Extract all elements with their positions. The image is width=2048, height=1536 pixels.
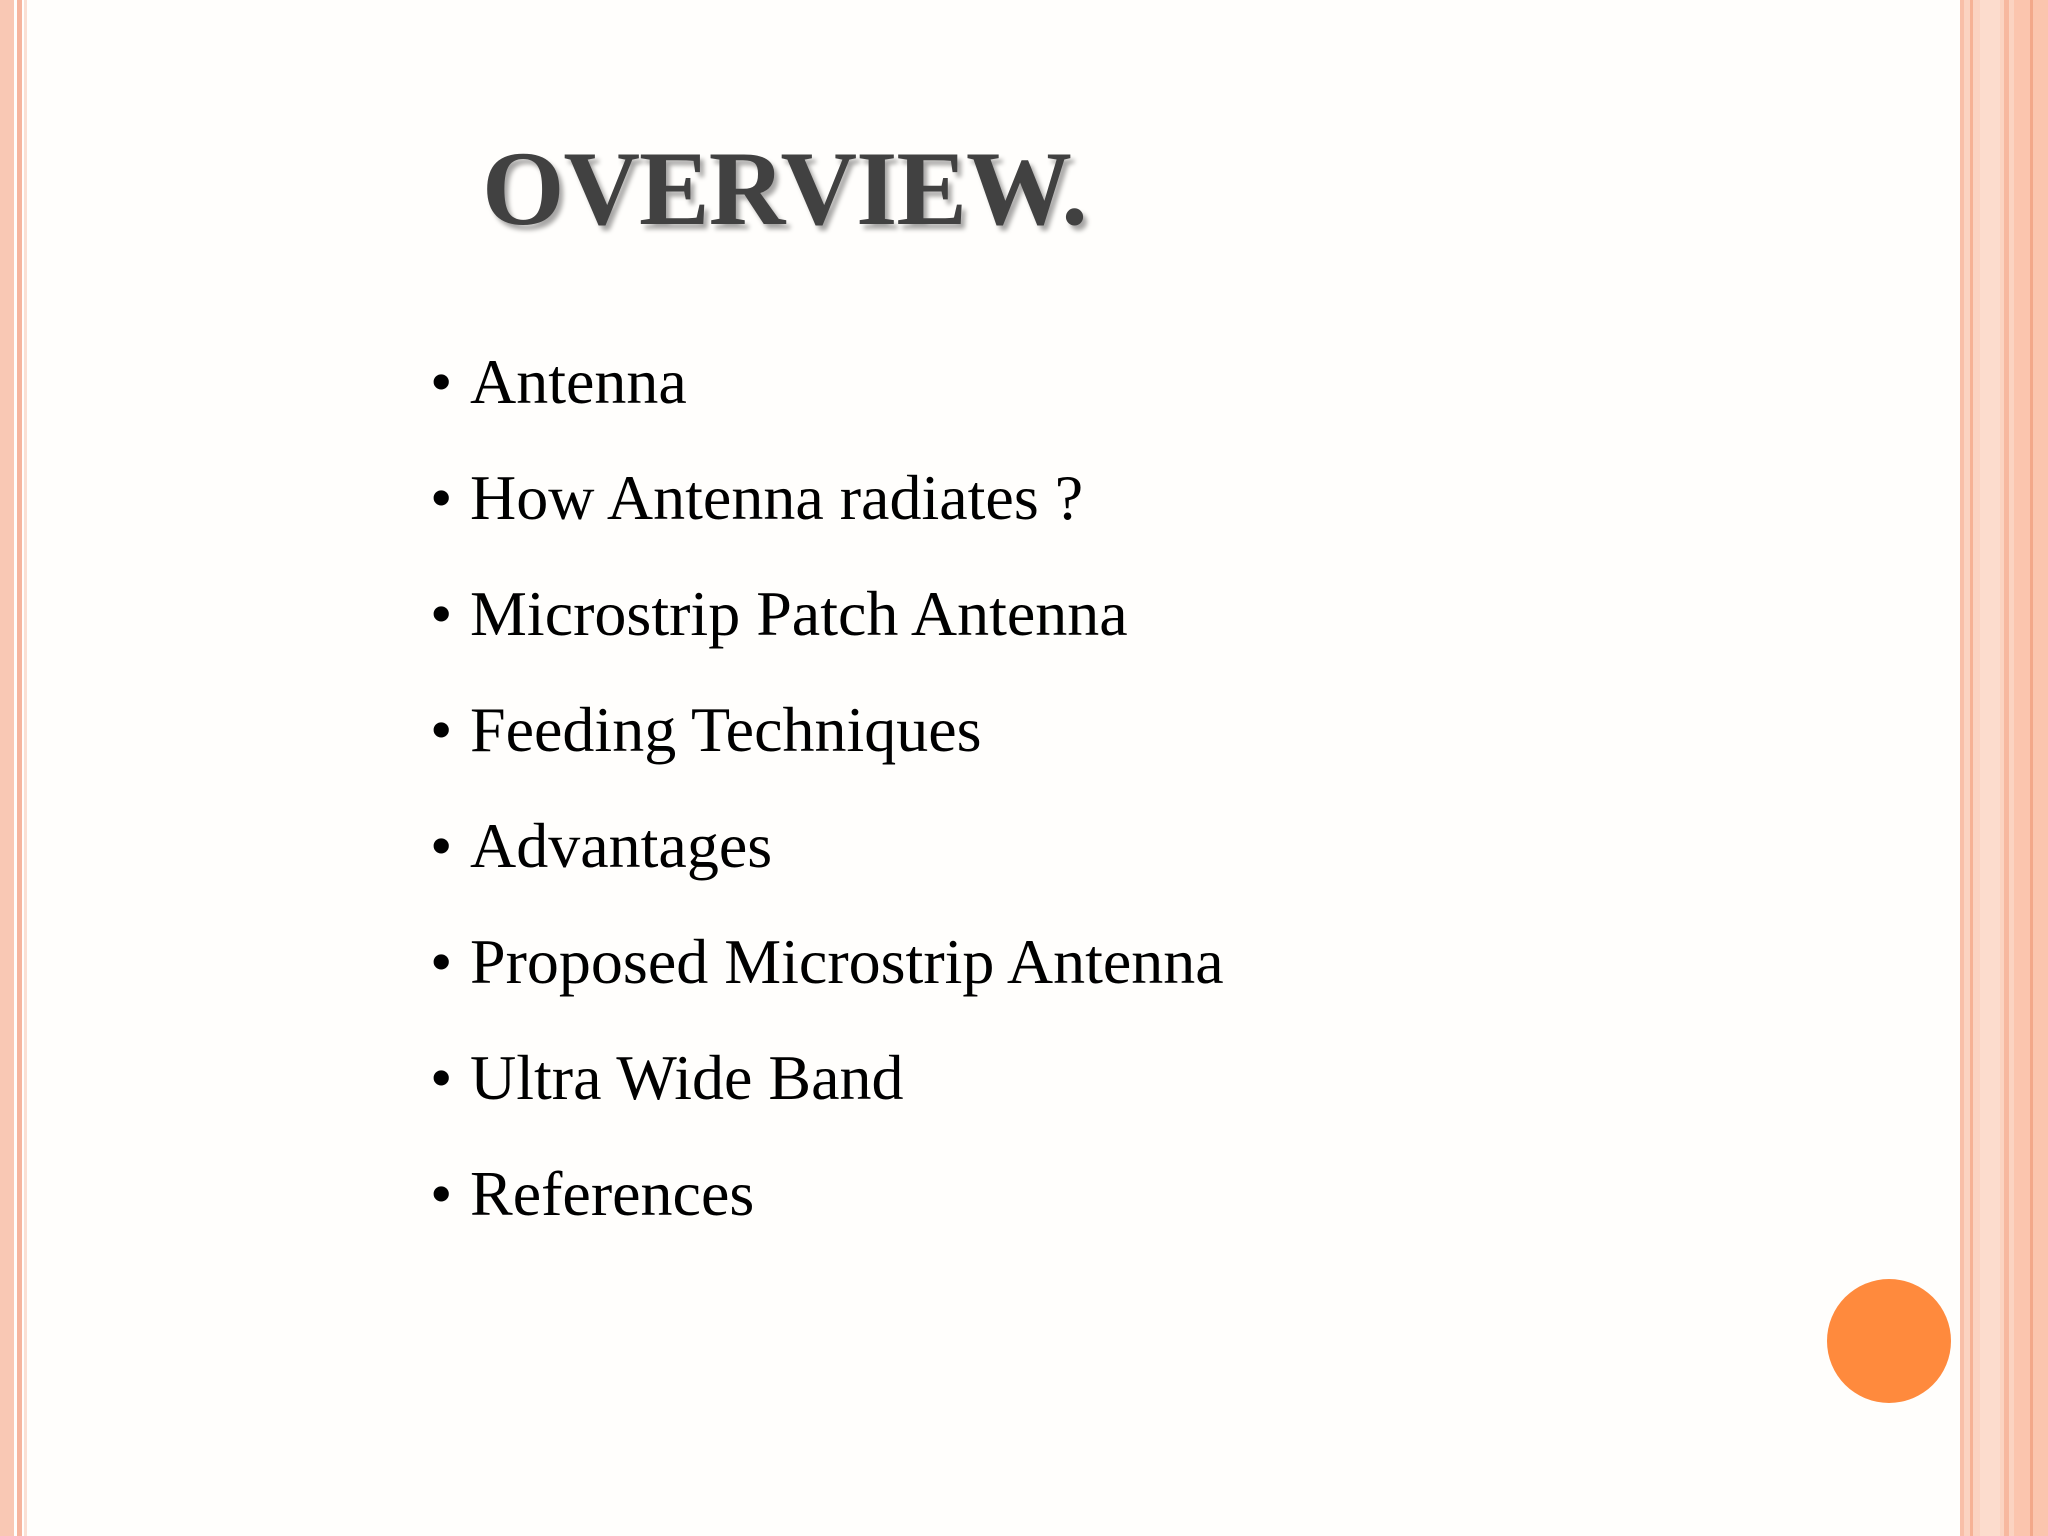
bullet-text: Proposed Microstrip Antenna xyxy=(470,926,1224,997)
bullet-text: How Antenna radiates ? xyxy=(470,462,1084,533)
right-border-stripe xyxy=(2030,0,2033,1536)
bullet-text: References xyxy=(470,1158,755,1229)
list-item xyxy=(430,1156,1224,1272)
bullet-text: Advantages xyxy=(470,810,773,881)
bullet-icon: • xyxy=(430,578,453,649)
list-item xyxy=(430,808,1224,924)
list-item xyxy=(430,460,1224,576)
bullet-text: Ultra Wide Band xyxy=(470,1042,904,1113)
left-border-stripe xyxy=(0,0,14,1536)
bullet-text: Feeding Techniques xyxy=(470,694,982,765)
orange-circle-decoration xyxy=(1827,1279,1951,1403)
left-border-stripe xyxy=(17,0,22,1536)
bullet-icon: • xyxy=(430,462,453,533)
right-border-stripe xyxy=(1960,0,1964,1536)
list-item xyxy=(430,692,1224,808)
list-item xyxy=(430,576,1224,692)
right-border-stripe xyxy=(2004,0,2009,1536)
bullet-text: Antenna xyxy=(470,346,687,417)
bullet-list xyxy=(430,344,1224,1272)
list-item xyxy=(430,344,1224,460)
bullet-icon: • xyxy=(430,810,453,881)
slide-title: OVERVIEW. xyxy=(482,130,1087,247)
bullet-icon: • xyxy=(430,1158,453,1229)
list-item xyxy=(430,924,1224,1040)
list-item xyxy=(430,1040,1224,1156)
right-border-stripe xyxy=(1970,0,1973,1536)
left-border-stripe xyxy=(24,0,27,1536)
bullet-icon: • xyxy=(430,346,453,417)
right-border-stripe xyxy=(1980,0,2000,1536)
bullet-icon: • xyxy=(430,926,453,997)
bullet-icon: • xyxy=(430,1042,453,1113)
bullet-text: Microstrip Patch Antenna xyxy=(470,578,1128,649)
bullet-icon: • xyxy=(430,694,453,765)
